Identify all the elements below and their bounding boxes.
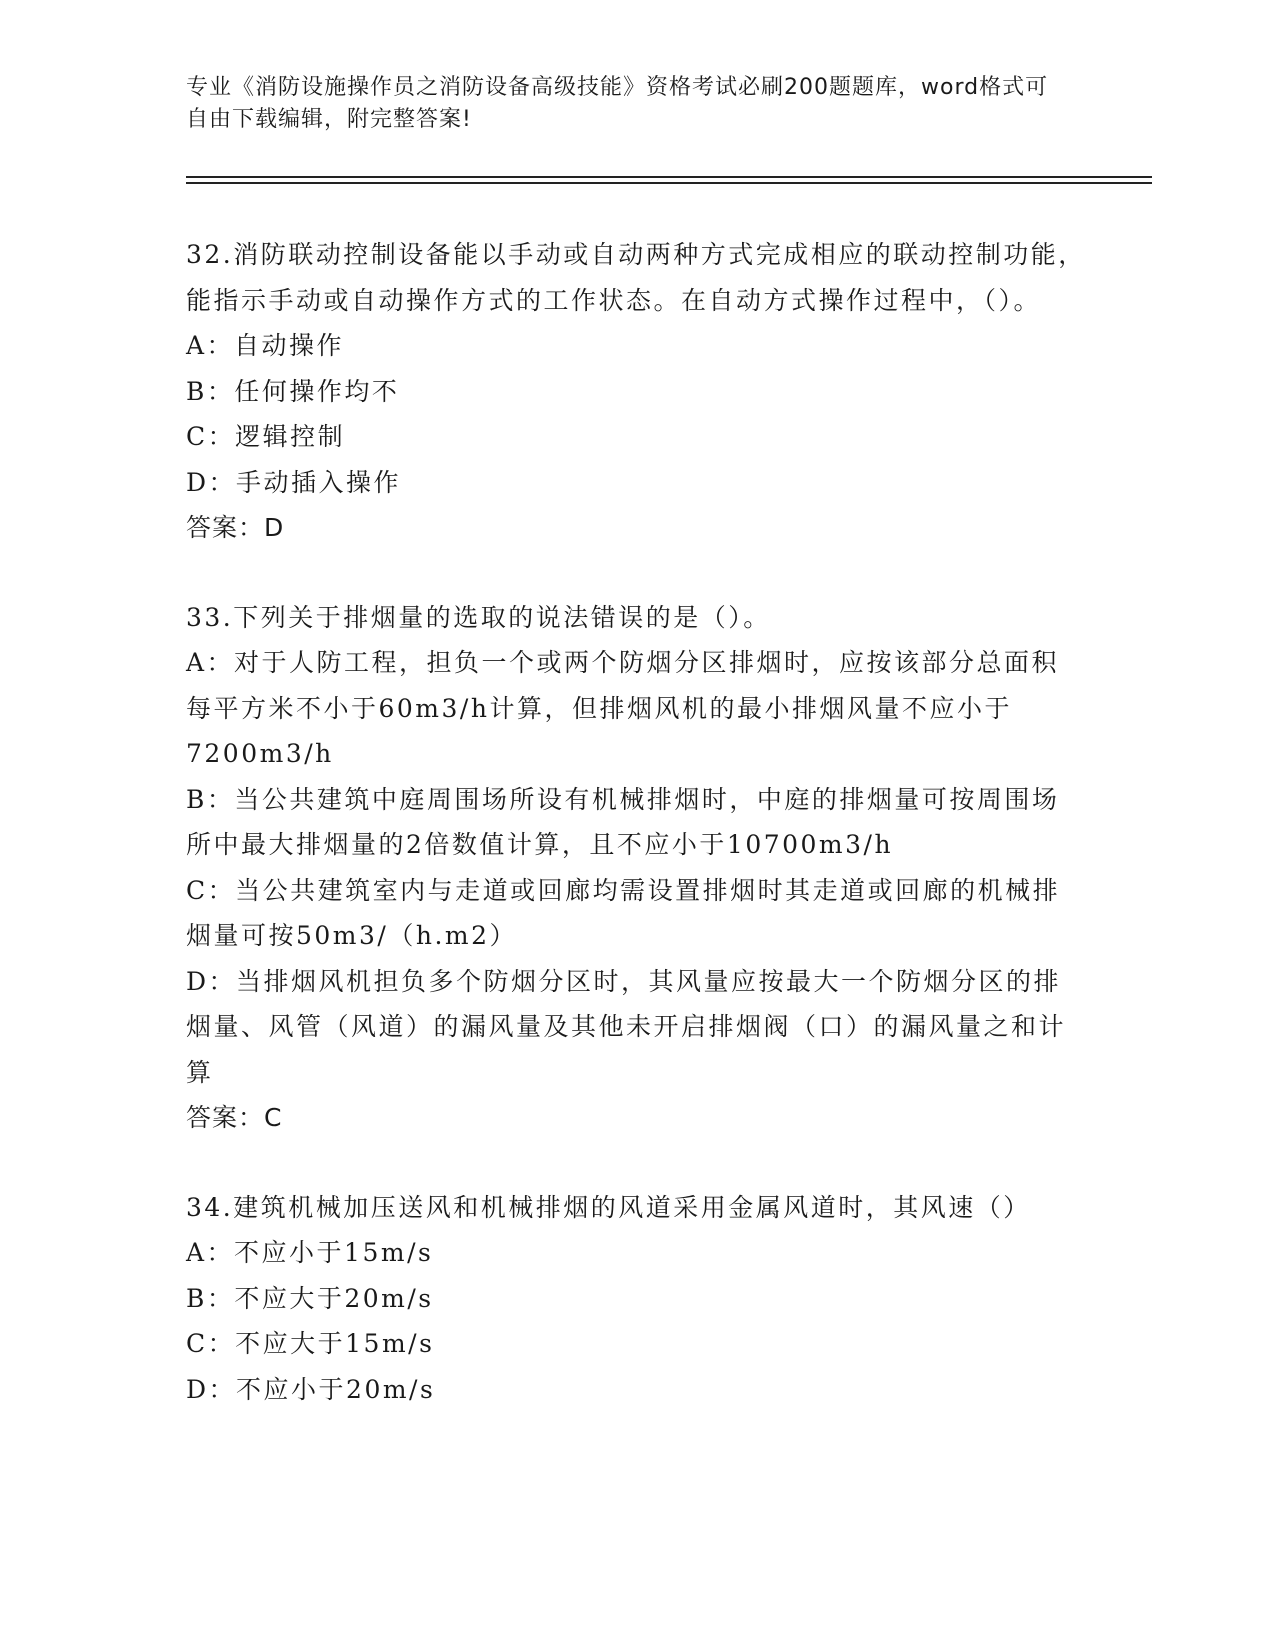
question-stem: 34.建筑机械加压送风和机械排烟的风道采用金属风道时，其风速（） [186,1192,1031,1222]
option-b: B：当公共建筑中庭周围场所设有机械排烟时，中庭的排烟量可按周围场所中最大排烟量的2倍数值计算，且不应小于10700m3/h [186,784,1060,859]
option-d: D：不应小于20m/s [186,1374,436,1404]
document-header: 专业《消防设施操作员之消防设备高级技能》资格考试必刷200题题库，word格式可自由下载编辑，附完整答案! [186,75,1049,132]
question-34 [186,1185,1086,1413]
option-d: D：手动插入操作 [186,467,402,497]
answer: 答案：C [186,1103,283,1132]
option-b: B：任何操作均不 [186,376,400,406]
option-b: B：不应大于20m/s [186,1283,434,1313]
option-a: A：对于人防工程，担负一个或两个防烟分区排烟时，应按该部分总面积每平方米不小于60m3/h计算，但排烟风机的最小排烟风量不应小于7200m3/h [186,648,1060,768]
question-32 [186,232,1086,551]
option-d: D：当排烟风机担负多个防烟分区时，其风量应按最大一个防烟分区的排烟量、风管（风道）的漏风量及其他未开启排烟阀（口）的漏风量之和计算 [186,966,1067,1087]
header-divider-top [186,176,1152,178]
option-c: C：当公共建筑室内与走道或回廊均需设置排烟时其走道或回廊的机械排烟量可按50m3/（h.m2） [186,875,1061,950]
question-33 [186,595,1086,1141]
option-a: A：自动操作 [186,331,345,360]
option-c: C：不应大于15m/s [186,1329,435,1358]
answer: 答案：D [186,513,285,542]
question-stem: 32.消防联动控制设备能以手动或自动两种方式完成相应的联动控制功能，能指示手动或自动操作方式的工作状态。在自动方式操作过程中，（）。 [186,240,1086,315]
question-list [186,232,1086,1456]
header-divider-bottom [186,182,1152,184]
option-a: A：不应小于15m/s [186,1238,434,1267]
question-stem: 33.下列关于排烟量的选取的说法错误的是（）。 [186,602,771,632]
option-c: C：逻辑控制 [186,422,346,451]
